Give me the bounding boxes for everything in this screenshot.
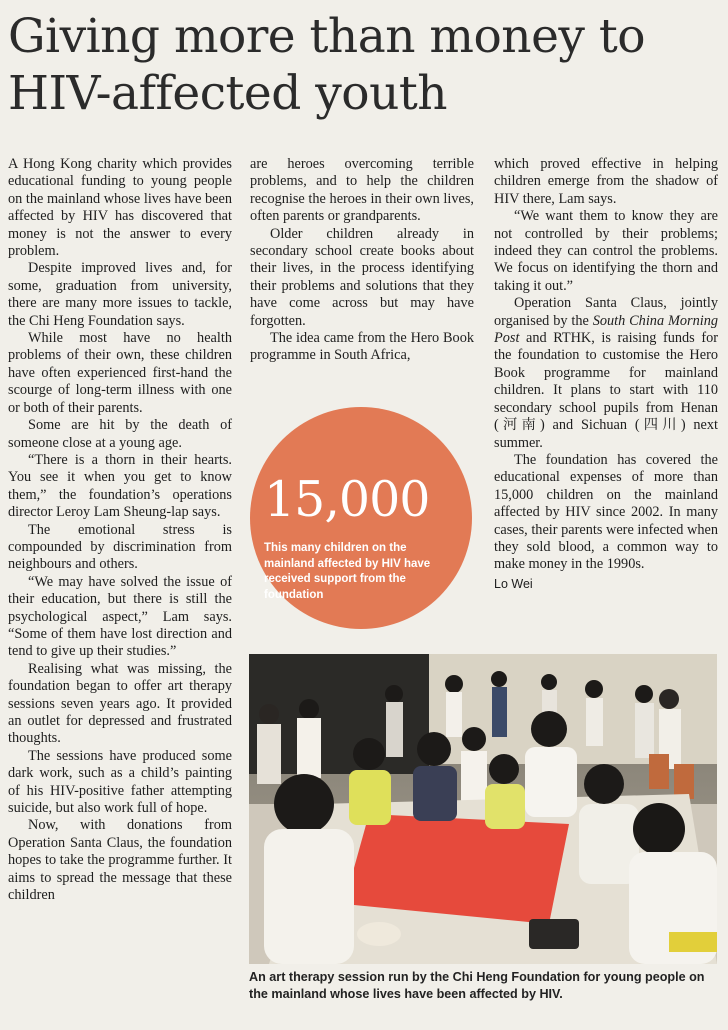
paragraph: The idea came from the Hero Book programme in South Africa, [250, 330, 474, 364]
newspaper-name: South China Morning Post [494, 312, 718, 347]
callout-number: 15,000 [264, 471, 430, 528]
article-column-2 [250, 156, 474, 365]
byline: Lo Wei [494, 576, 533, 591]
paragraph: Realising what was missing, the foundation began to offer art therapy sessions seven years ago. It provided an outlet for depressed and frustrated thoughts. [8, 660, 232, 747]
art-therapy-photo [249, 654, 717, 964]
article-column-1 [8, 156, 232, 904]
paragraph: Despite improved lives and, for some, graduation from university, there are many more issues to tackle, the Chi Heng Foundation says. [8, 260, 232, 329]
paragraph: The sessions have produced some dark work, such as a child’s painting of his HIV-positive father attempting suicide, but also work full of hope. [8, 747, 232, 817]
paragraph: The foundation has covered the educational expenses of more than 15,000 children on the mainland affected by HIV since 2002. In many cases, their parents were infected when they sold blood, a common way to make money in the 1990s. [494, 451, 718, 573]
photo-caption: An art therapy session run by the Chi Heng Foundation for young people on the mainland whose lives have been affected by HIV. [249, 970, 705, 1001]
article-column-3 [494, 156, 718, 593]
paragraph: Now, with donations from Operation Santa Claus, the foundation hopes to take the programme further. It aims to spread the message that these children [8, 817, 232, 904]
photo-illustration [249, 654, 717, 964]
paragraph: “We want them to know they are not controlled by their problems; indeed they can control the problems. We focus on identifying the thorn and taking it out.” [494, 208, 718, 294]
paragraph: are heroes overcoming terrible problems, and to help the children recognise the heroes in their own lives, often parents or grandparents. [250, 156, 474, 225]
stat-callout [250, 407, 472, 629]
paragraph: While most have no health problems of their own, these children have often experienced first-hand the scourge of long-term illness with one or both of their parents. [8, 330, 232, 416]
paragraph: A Hong Kong charity which provides educational funding to young people on the mainland whose lives have been affected by HIV has discovered that money is not the answer to every problem. [8, 156, 232, 260]
paragraph-text: and RTHK, is raising funds for the foundation to customise the Hero Book programme for mainland children. It plans to start with 110 secondary school pupils from Henan (河南) and Sichuan (四川) next summer. [494, 330, 718, 451]
paragraph: The emotional stress is compounded by discrimination from neighbours and others. [8, 521, 232, 573]
paragraph-text: Operation Santa Claus, jointly organised by the [494, 295, 718, 329]
paragraph [494, 295, 718, 452]
callout-text: This many children on the mainland affected by HIV have received support from the foundation [264, 542, 431, 601]
headline: Giving more than money to HIV-affected youth [8, 9, 646, 121]
paragraph: Older children already in secondary school create books about their lives, in the process identifying their problems and solutions that they have come across but may have forgotten. [250, 225, 474, 329]
paragraph: Some are hit by the death of someone close at a young age. [8, 417, 232, 451]
paragraph: which proved effective in helping children emerge from the shadow of HIV there, Lam says. [494, 156, 718, 207]
paragraph: “We may have solved the issue of their education, but there is still the psychological aspect,” Lam says. “Some of them have lost direction and tend to give up their studies.” [8, 573, 232, 660]
paragraph: “There is a thorn in their hearts. You see it when you get to know them,” the foundation’s operations director Leroy Lam Sheung-lap says. [8, 451, 232, 521]
